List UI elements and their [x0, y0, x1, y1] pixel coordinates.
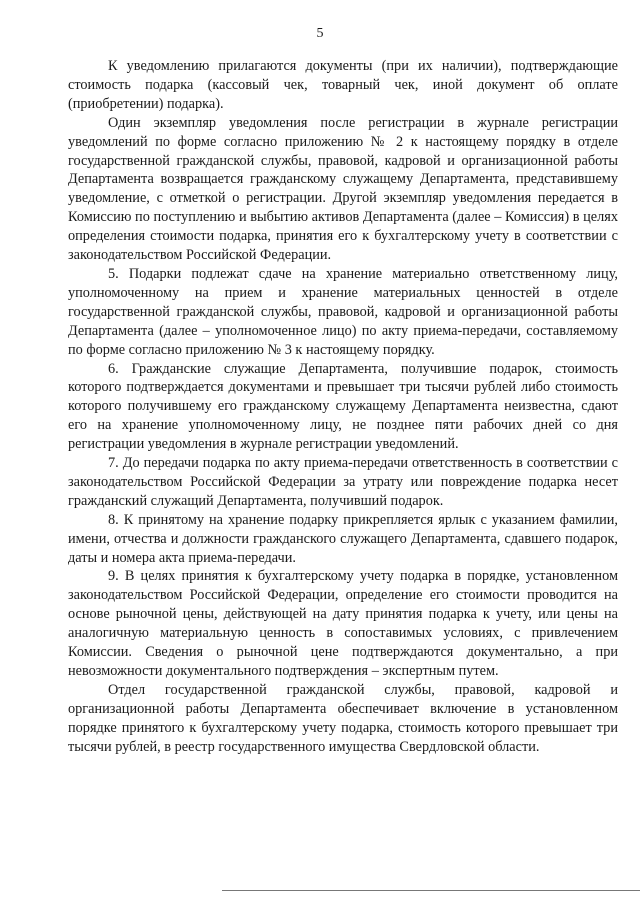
paragraph-item-6: 6. Гражданские служащие Департамента, получившие подарок, стоимость которого подтверждается документами и превышает три тысячи рублей либо стоимость которого получившему его гражданскому служащему Департамента неизвестна, сдают его на хранение уполномоченному лицу, не позднее пяти рабочих дней со дня регистрации уведомления в журнале регистрации уведомлений. — [68, 360, 618, 453]
paragraph-attachments: К уведомлению прилагаются документы (при их наличии), подтверждающие стоимость подарка (кассовый чек, товарный чек, иной документ об оплате (приобретении) подарка). — [68, 58, 618, 112]
footer-rule — [222, 890, 640, 891]
paragraph-item-7: 7. До передачи подарка по акту приема-передачи ответственность в соответствии с законодательством Российской Федерации за утрату или повреждение подарка несет гражданский служащий Департамента, получивший подарок. — [68, 455, 618, 509]
paragraph-item-5: 5. Подарки подлежат сдаче на хранение материально ответственному лицу, уполномоченному на прием и хранение материальных ценностей в отделе государственной гражданской службы, правовой, кадровой и организационной работы Департамента (далее – уполномоченное лицо) по акту приема-передачи, составляемому по форме согласно приложению № 3 к настоящему порядку. — [68, 265, 618, 358]
paragraph-notice-copy: Один экземпляр уведомления после регистрации в журнале регистрации уведомлений по форме согласно приложению № 2 к настоящему порядку в отделе государственной гражданской службы, правовой, кадровой и организационной работы Департамента возвращается гражданскому служащему Департамента, представившему уведомление, с отметкой о регистрации. Другой экземпляр уведомления передается в Комиссию по поступлению и выбытию активов Департамента (далее – Комиссия) в целях определения стоимости подарка, принятия его к бухгалтерскому учету в соответствии с законодательством Российской Федерации. — [68, 114, 618, 264]
paragraph-item-9: 9. В целях принятия к бухгалтерскому учету подарка в порядке, установленном законодательством Российской Федерации, определение его стоимости проводится на основе рыночной цены, действующей на дату принятия подарка к учету, или цены на аналогичную материальную ценность в сопоставимых условиях, с привлечением Комиссии. Сведения о рыночной цене подтверждаются документально, а при невозможности документального подтверждения – экспертным путем. — [68, 568, 618, 679]
paragraph-item-8: 8. К принятому на хранение подарку прикрепляется ярлык с указанием фамилии, имени, отчества и должности гражданского служащего Департамента, сдавшего подарок, даты и номера акта приема-передачи. — [68, 511, 618, 566]
document-body — [68, 57, 618, 757]
page-number: 5 — [316, 26, 324, 41]
paragraph-registry: Отдел государственной гражданской службы, правовой, кадровой и организационной работы Департамента обеспечивает включение в установленном порядке принятого к бухгалтерскому учету подарка, стоимость которого превышает три тысячи рублей, в реестр государственного имущества Свердловской области. — [68, 681, 618, 755]
